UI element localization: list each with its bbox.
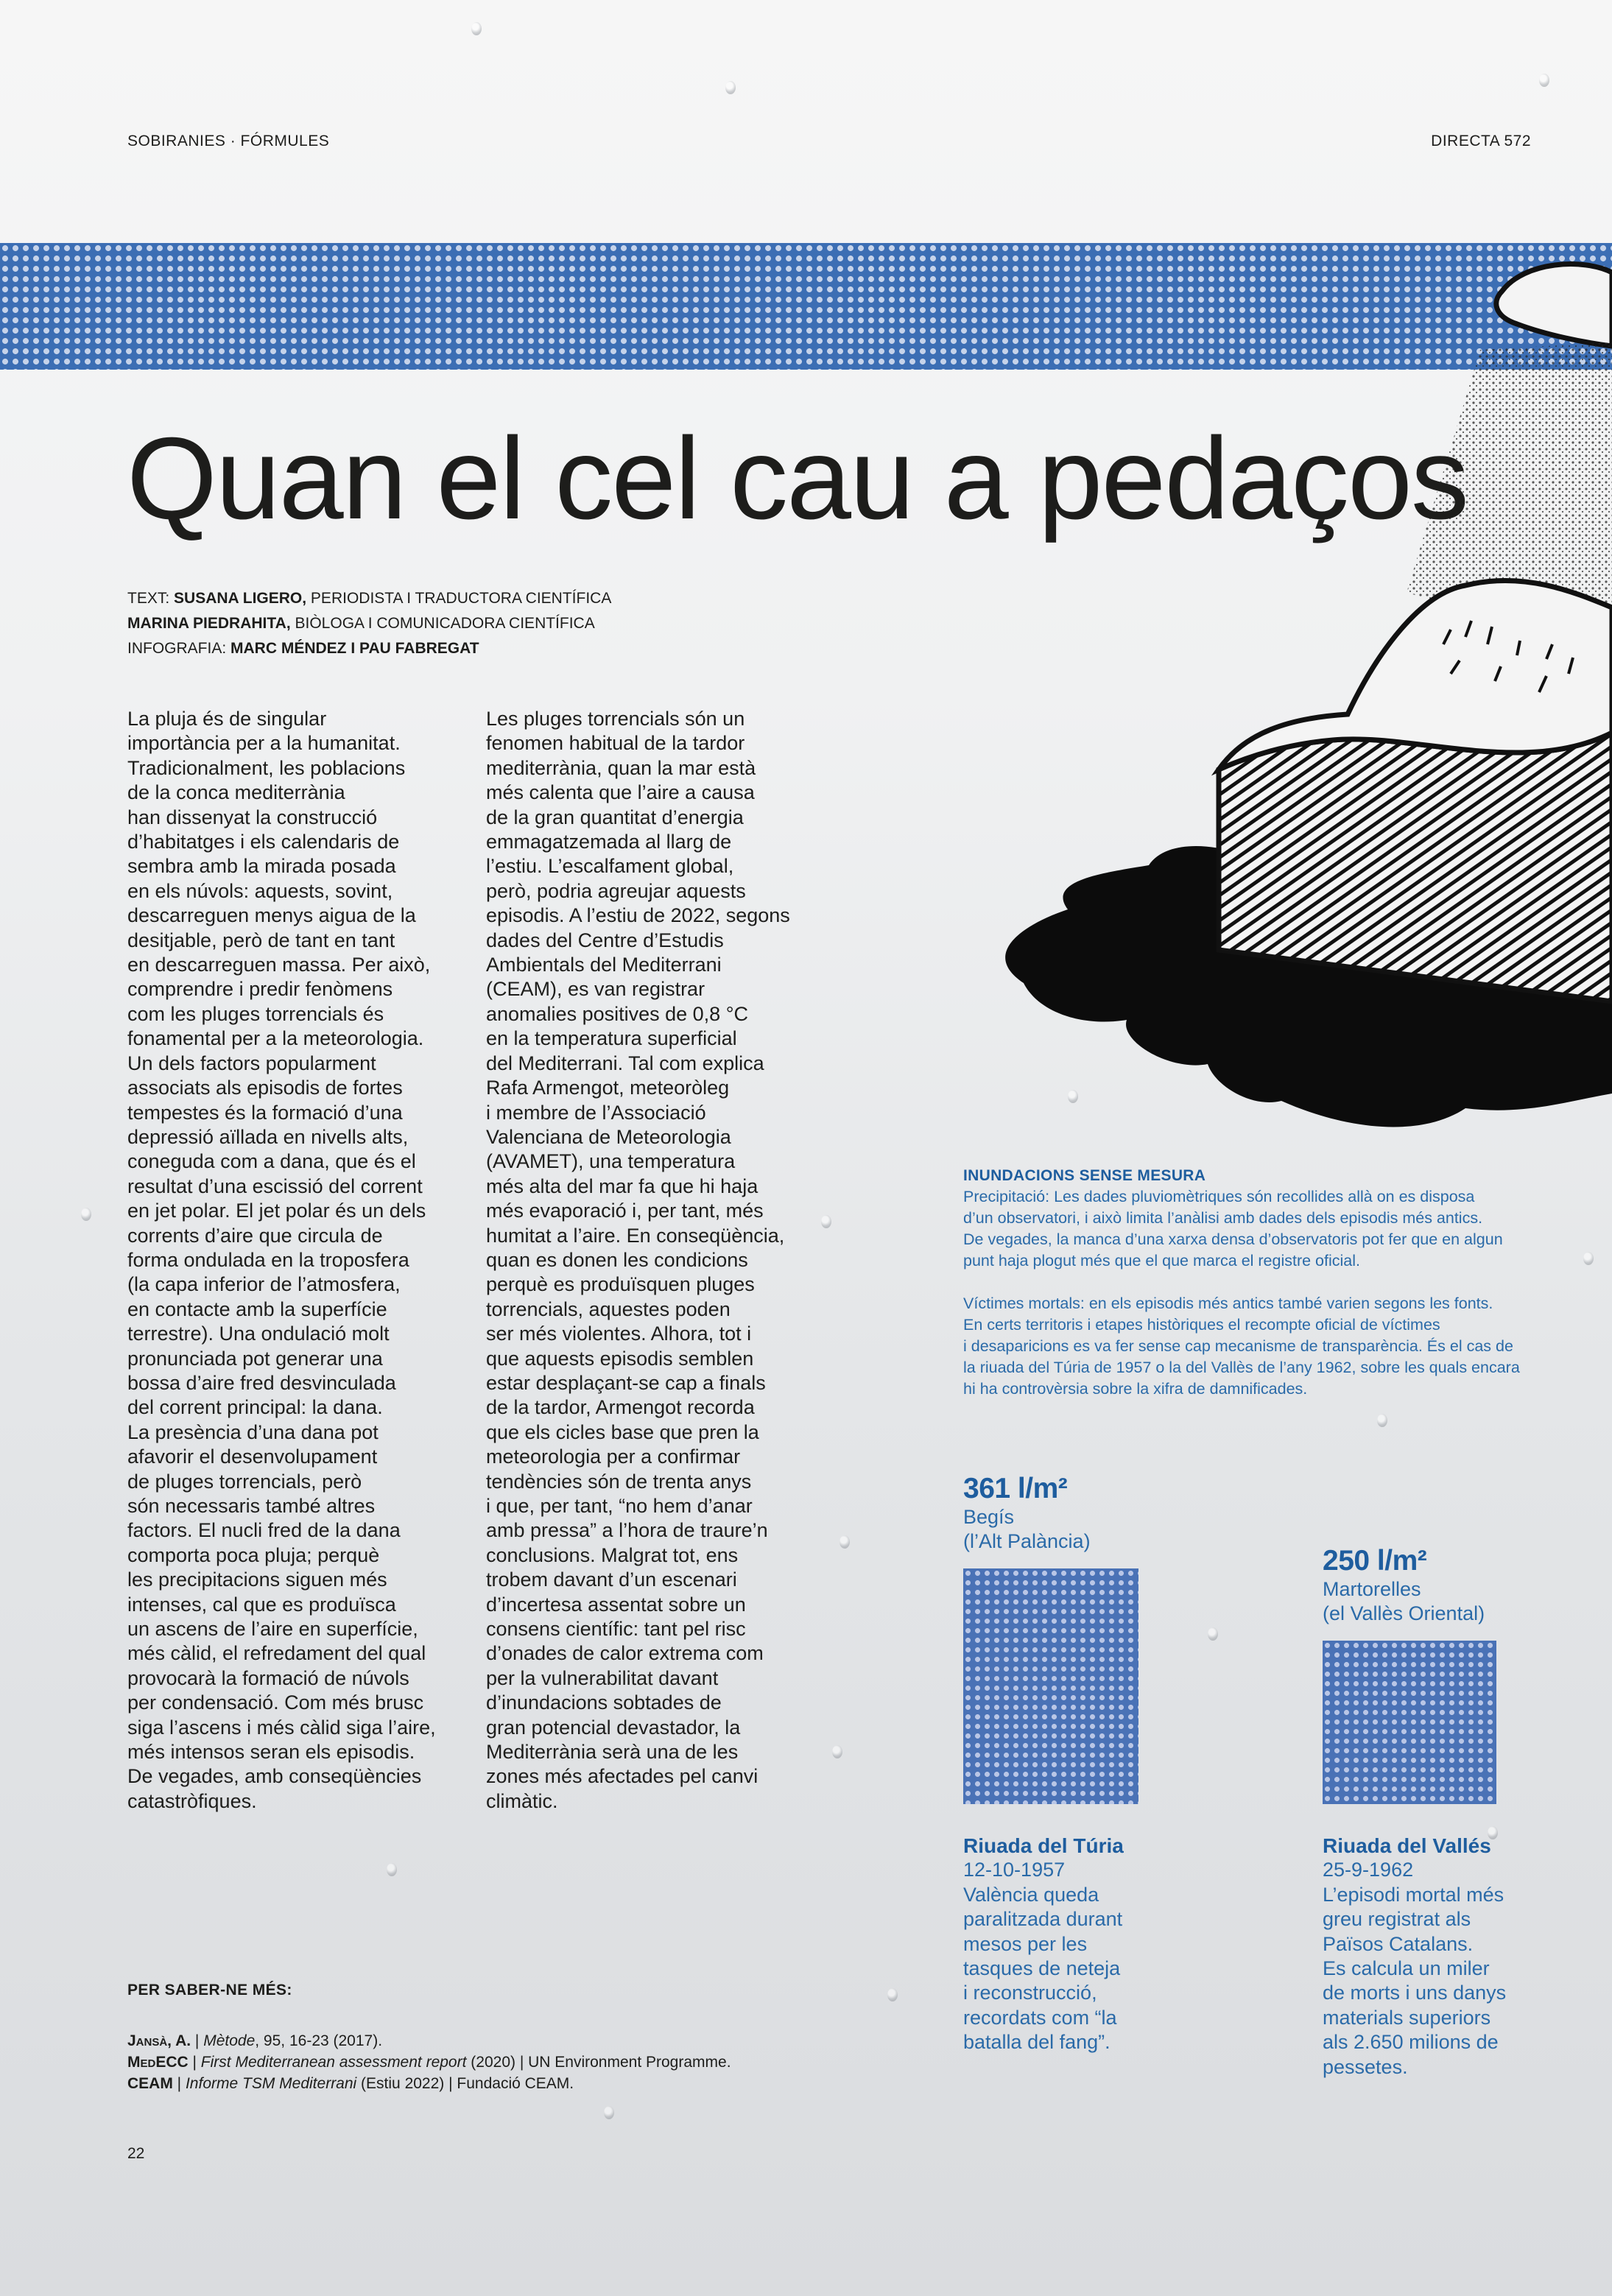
flood-illustration-icon — [935, 261, 1612, 1175]
credit-text: TEXT: SUSANA LIGERO, PERIODISTA I TRADUCTORA CIENTÍFICA — [127, 590, 612, 607]
caption-line: mesos per les — [963, 1932, 1088, 1955]
body-line: en els núvols: aquests, sovint, — [127, 879, 393, 902]
body-line: descarreguen menys aigua de la — [127, 904, 416, 927]
body-line: gran potencial devastador, la — [486, 1716, 741, 1739]
caption-valles — [1323, 1834, 1536, 2080]
body-line: La pluja és de singular — [127, 708, 327, 730]
body-line: comprendre i predir fenòmens — [127, 978, 393, 1001]
stat-location: Begís — [963, 1506, 1015, 1528]
body-line: més càlid, el refredament del qual — [127, 1642, 426, 1665]
body-line: terrestre). Una ondulació molt — [127, 1323, 390, 1345]
body-line: com les pluges torrencials és — [127, 1002, 384, 1025]
body-line: quan es donen les condicions — [486, 1248, 748, 1271]
body-line: tendències són de trenta anys — [486, 1470, 752, 1493]
stat-value: 361 l/m² — [963, 1473, 1068, 1504]
infobox-heading: INUNDACIONS SENSE MESURA — [963, 1167, 1206, 1184]
body-line: tempestes és la formació d’una — [127, 1101, 403, 1124]
body-line: han dissenyat la construcció — [127, 806, 378, 828]
body-line: corrents d’aire que circula de — [127, 1224, 383, 1247]
body-line: per la vulnerabilitat davant — [486, 1666, 719, 1689]
page-title: Quan el cel cau a pedaços — [127, 414, 1468, 543]
caption-line: L’episodi mortal més — [1323, 1883, 1504, 1906]
caption-line: tasques de neteja — [963, 1957, 1121, 1980]
body-line: són necessaris també altres — [127, 1495, 376, 1517]
body-line: fenomen habitual de la tardor — [486, 732, 745, 755]
stat-turia — [963, 1473, 1091, 1554]
body-line: l’estiu. L’escalfament global, — [486, 855, 734, 878]
body-line: de la conca mediterrània — [127, 781, 345, 804]
body-line: les precipitacions siguen més — [127, 1568, 387, 1591]
body-line: un ascens de l’aire en superfície, — [127, 1618, 418, 1641]
body-line: Valenciana de Meteorologia — [486, 1125, 731, 1148]
body-line: consens científic: tant pel risc — [486, 1618, 746, 1641]
body-line: fonamental per a la meteorologia. — [127, 1027, 424, 1050]
caption-line: batalla del fang”. — [963, 2031, 1111, 2054]
infobox-line: d’un observatori, i això limita l’anàlisi amb dades dels episodis més antics. — [963, 1209, 1483, 1227]
infobox-line: En certs territoris i etapes històriques el recompte oficial de víctimes — [963, 1316, 1440, 1334]
body-line: trobem davant d’un escenari — [486, 1568, 737, 1591]
infobox-precipitation — [963, 1186, 1538, 1272]
body-line: zones més afectades pel canvi — [486, 1765, 759, 1788]
infobox-line: la riuada del Túria de 1957 o la del Vallès de l’any 1962, sobre les quals encara — [963, 1359, 1520, 1376]
issue-label: DIRECTA 572 — [1431, 133, 1531, 149]
body-line: estar desplaçant-se cap a finals — [486, 1371, 766, 1394]
body-line: afavorir el desenvolupament — [127, 1445, 378, 1468]
reference-item: MedECC | First Mediterranean assessment report (2020) | UN Environment Programme. — [127, 2054, 731, 2071]
body-line: conclusions. Malgrat tot, ens — [486, 1543, 739, 1566]
body-line: en descarreguen massa. Per això, — [127, 954, 431, 976]
rainfall-tile-turia — [963, 1568, 1138, 1804]
caption-title: Riuada del Vallés — [1323, 1834, 1491, 1857]
stat-location-region: (el Vallès Oriental) — [1323, 1602, 1485, 1624]
infobox-line: De vegades, la manca d’una xarxa densa d’observatoris pot fer que en algun — [963, 1230, 1503, 1248]
credit-author-2: MARINA PIEDRAHITA, BIÒLOGA I COMUNICADORA CIENTÍFICA — [127, 615, 595, 632]
body-line: d’incertesa assentat sobre un — [486, 1593, 746, 1616]
reference-item: CEAM | Informe TSM Mediterrani (Estiu 2022) | Fundació CEAM. — [127, 2075, 574, 2092]
body-line: més intensos seran els episodis. — [127, 1741, 415, 1764]
body-line: torrencials, aquestes poden — [486, 1297, 731, 1320]
body-line: emmagatzemada al llarg de — [486, 831, 732, 853]
body-line: siga l’ascens i més càlid siga l’aire, — [127, 1716, 436, 1739]
body-line: de la tardor, Armengot recorda — [486, 1396, 755, 1419]
body-column-2 — [486, 707, 817, 1814]
references — [127, 1979, 731, 2094]
body-line: (la capa inferior de l’atmosfera, — [127, 1273, 401, 1296]
body-line: que els cicles base que pren la — [486, 1420, 759, 1443]
body-line: per condensació. Com més brusc — [127, 1691, 424, 1714]
body-line: depressió aïllada en nivells alts, — [127, 1125, 409, 1148]
body-line: d’onades de calor extrema com — [486, 1642, 764, 1665]
infobox — [963, 1165, 1538, 1421]
body-line: provocarà la formació de núvols — [127, 1666, 409, 1689]
section-label: SOBIRANIES · FÓRMULES — [127, 133, 330, 149]
body-line: de la gran quantitat d’energia — [486, 806, 744, 828]
caption-line: paralitzada durant — [963, 1908, 1123, 1931]
body-line: del corrent principal: la dana. — [127, 1396, 383, 1419]
body-line: Un dels factors popularment — [127, 1052, 376, 1074]
infobox-line: Víctimes mortals: en els episodis més antics també varien segons les fonts. — [963, 1295, 1493, 1312]
infobox-line: punt haja plogut més que el que marca el registre oficial. — [963, 1252, 1361, 1270]
body-line: de pluges torrencials, però — [127, 1470, 362, 1493]
reference-item: Jansà, A. | Mètode, 95, 16-23 (2017). — [127, 2032, 383, 2049]
caption-line: pessetes. — [1323, 2055, 1408, 2078]
body-line: d’habitatges i els calendaris de — [127, 831, 400, 853]
body-line: resultat d’una escissió del corrent — [127, 1175, 423, 1197]
infobox-line: hi ha controvèrsia sobre la xifra de damnificades. — [963, 1380, 1308, 1398]
caption-line: Països Catalans. — [1323, 1932, 1474, 1955]
body-line: La presència d’una dana pot — [127, 1420, 379, 1443]
body-line: intenses, cal que es produïsca — [127, 1593, 396, 1616]
caption-text — [1323, 1883, 1536, 2080]
body-line: Les pluges torrencials són un — [486, 708, 745, 730]
caption-text — [963, 1883, 1155, 2055]
body-line: coneguda com a dana, que és el — [127, 1150, 416, 1173]
rainfall-tile-valles — [1323, 1641, 1496, 1804]
body-line: comporta poca pluja; perquè — [127, 1543, 380, 1566]
body-line: humitat a l’aire. En conseqüència, — [486, 1224, 785, 1247]
body-line: Rafa Armengot, meteoròleg — [486, 1077, 730, 1099]
body-line: i membre de l’Associació — [486, 1101, 706, 1124]
references-heading: PER SABER-NE MÉS: — [127, 1982, 292, 1999]
body-line: sembra amb la mirada posada — [127, 855, 396, 878]
references-list — [127, 2030, 731, 2094]
caption-line: greu registrat als — [1323, 1908, 1471, 1931]
body-line: (CEAM), es van registrar — [486, 978, 705, 1001]
body-line: més alta del mar fa que hi haja — [486, 1175, 759, 1197]
body-line: d’inundacions sobtades de — [486, 1691, 722, 1714]
body-line: en contacte amb la superfície — [127, 1297, 387, 1320]
body-line: factors. El nucli fred de la dana — [127, 1519, 401, 1542]
caption-line: als 2.650 milions de — [1323, 2031, 1499, 2054]
caption-line: materials superiors — [1323, 2006, 1491, 2029]
body-line: més evaporació i, per tant, més — [486, 1200, 764, 1222]
body-line: De vegades, amb conseqüències — [127, 1765, 422, 1788]
body-line: climàtic. — [486, 1789, 558, 1812]
body-line: Ambientals del Mediterrani — [486, 954, 722, 976]
body-line: importància per a la humanitat. — [127, 732, 401, 755]
stat-location: Martorelles — [1323, 1578, 1421, 1600]
body-line: bossa d’aire fred desvinculada — [127, 1371, 396, 1394]
caption-date: 25-9-1962 — [1323, 1859, 1414, 1881]
infobox-line: Precipitació: Les dades pluviomètriques són recollides allà on es disposa — [963, 1188, 1475, 1205]
caption-line: recordats com “la — [963, 2006, 1117, 2029]
infobox-victims — [963, 1293, 1538, 1400]
body-line: del Mediterrani. Tal com explica — [486, 1052, 764, 1074]
caption-date: 12-10-1957 — [963, 1859, 1066, 1881]
body-line: perquè es produïsquen pluges — [486, 1273, 755, 1296]
body-line: anomalies positives de 0,8 °C — [486, 1002, 748, 1025]
body-line: dades del Centre d’Estudis — [486, 929, 724, 951]
stat-valles — [1323, 1545, 1485, 1626]
stat-location-region: (l’Alt Palància) — [963, 1530, 1091, 1552]
body-line: i que, per tant, “no hem d’anar — [486, 1495, 753, 1517]
body-line: però, podria agreujar aquests — [486, 879, 746, 902]
caption-title: Riuada del Túria — [963, 1834, 1124, 1857]
body-column-1 — [127, 707, 459, 1814]
body-line: en la temperatura superficial — [486, 1027, 737, 1050]
byline — [127, 586, 611, 661]
body-line: amb pressa” a l’hora de traure’n — [486, 1519, 768, 1542]
caption-turia — [963, 1834, 1155, 2055]
body-line: Mediterrània serà una de les — [486, 1741, 739, 1764]
infobox-line: i desaparicions es va fer sense cap mecanisme de transparència. És el cas de — [963, 1337, 1513, 1355]
stat-value: 250 l/m² — [1323, 1545, 1427, 1577]
body-line: més calenta que l’aire a causa — [486, 781, 755, 804]
body-line: que aquests episodis semblen — [486, 1347, 754, 1370]
body-line: en jet polar. El jet polar és un dels — [127, 1200, 426, 1222]
caption-line: i reconstrucció, — [963, 1982, 1097, 2004]
body-line: desitjable, però de tant en tant — [127, 929, 395, 951]
body-line: pronunciada pot generar una — [127, 1347, 383, 1370]
body-line: ser més violentes. Alhora, tot i — [486, 1323, 752, 1345]
body-line: mediterrània, quan la mar està — [486, 756, 756, 779]
body-line: Tradicionalment, les poblacions — [127, 756, 406, 779]
body-line: episodis. A l’estiu de 2022, segons — [486, 904, 790, 927]
body-line: meteorologia per a confirmar — [486, 1445, 741, 1468]
body-line: forma ondulada en la troposfera — [127, 1248, 409, 1271]
page-number: 22 — [127, 2145, 145, 2162]
caption-line: Es calcula un miler — [1323, 1957, 1490, 1980]
body-line: associats als episodis de fortes — [127, 1077, 403, 1099]
body-line: (AVAMET), una temperatura — [486, 1150, 736, 1173]
credit-infographics: INFOGRAFIA: MARC MÉNDEZ I PAU FABREGAT — [127, 640, 479, 657]
caption-line: València queda — [963, 1883, 1099, 1906]
body-line: catastròfiques. — [127, 1789, 257, 1812]
caption-line: de morts i uns danys — [1323, 1982, 1507, 2004]
